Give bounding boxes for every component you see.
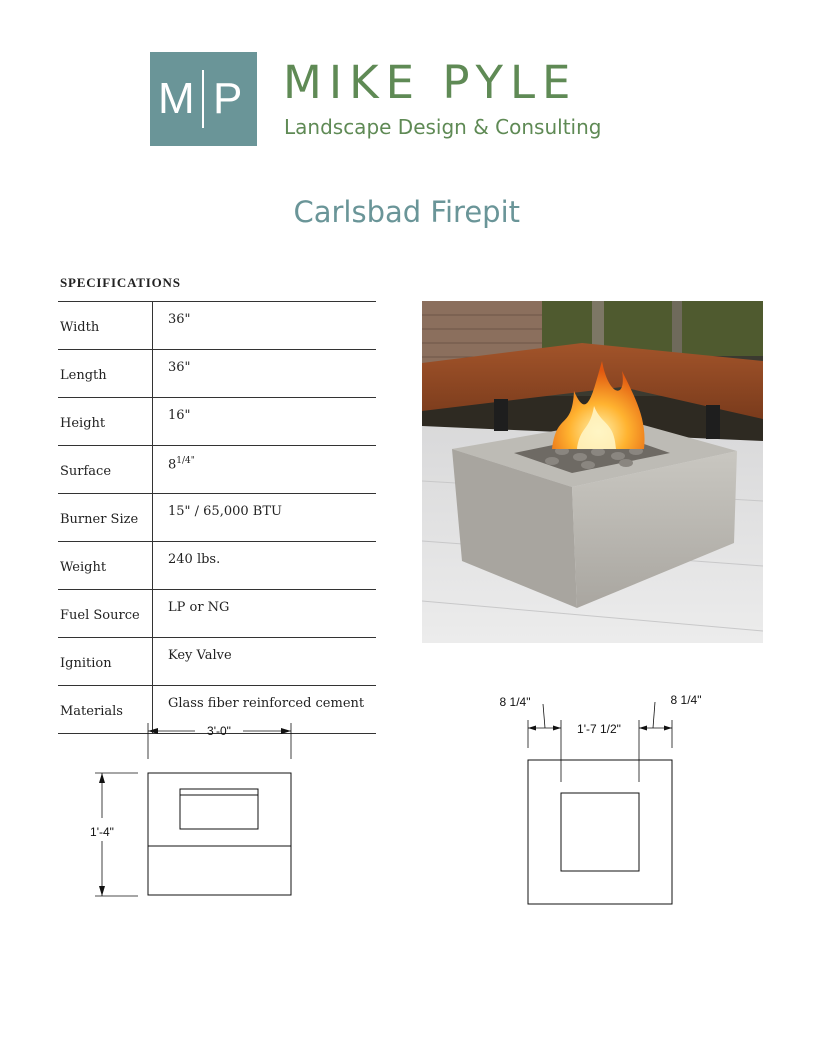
spec-row	[58, 590, 376, 638]
spec-value-text: LP or NG	[168, 600, 230, 615]
spec-value	[153, 494, 377, 542]
spec-value-text: 16"	[168, 408, 191, 423]
arrowhead	[99, 773, 105, 783]
logo-letter-p: P	[213, 74, 243, 123]
leader-line	[653, 702, 655, 728]
spec-label: Height	[58, 398, 153, 446]
arrowhead	[528, 726, 536, 731]
spec-row	[58, 446, 376, 494]
logo-monogram	[150, 52, 257, 146]
arrowhead	[639, 726, 647, 731]
page-title-wrap	[0, 195, 786, 229]
spec-value	[153, 590, 377, 638]
spec-label: Length	[58, 350, 153, 398]
spec-label: Surface	[58, 446, 153, 494]
spec-row	[58, 542, 376, 590]
arrowhead	[553, 726, 561, 731]
plan-center-label: 1'-7 1/2"	[577, 722, 621, 736]
spec-label: Weight	[58, 542, 153, 590]
arrowhead	[148, 728, 158, 734]
spec-label: Burner Size	[58, 494, 153, 542]
spec-row	[58, 398, 376, 446]
spec-value	[153, 302, 377, 350]
arrowhead	[664, 726, 672, 731]
leader-line	[543, 704, 545, 728]
spec-value-text: 15" / 65,000 BTU	[168, 504, 282, 519]
firepit-elevation-outline	[148, 773, 291, 895]
spec-value-text: Key Valve	[168, 648, 232, 663]
specifications-heading: SPECIFICATIONS	[60, 275, 181, 290]
plan-left-label: 8 1/4"	[499, 695, 531, 709]
spec-value	[153, 398, 377, 446]
spec-value-text: Glass fiber reinforced cement	[168, 696, 365, 711]
spec-value	[153, 638, 377, 686]
spec-row	[58, 302, 376, 350]
spec-value	[153, 446, 377, 494]
page-title: Carlsbad Firepit	[293, 195, 520, 229]
spec-value	[153, 542, 377, 590]
spec-value-superscript: 1/4"	[176, 456, 195, 466]
elevation-drawing	[80, 715, 310, 905]
brand-tagline: Landscape Design & Consulting	[284, 115, 602, 139]
spec-row	[58, 350, 376, 398]
spec-label: Width	[58, 302, 153, 350]
spec-value-text: 36"	[168, 312, 191, 327]
burner-plan-outline	[561, 793, 639, 871]
logo-letter-m: M	[158, 74, 195, 123]
elevation-width-label: 3'-0"	[207, 724, 231, 738]
spec-value	[153, 350, 377, 398]
brand-name: MIKE PYLE	[283, 56, 578, 109]
arrowhead	[281, 728, 291, 734]
spec-label: Ignition	[58, 638, 153, 686]
product-photo	[422, 301, 763, 643]
elevation-height-label: 1'-4"	[90, 825, 114, 839]
spec-row	[58, 638, 376, 686]
plan-drawing	[485, 690, 715, 910]
arrowhead	[99, 886, 105, 896]
spec-label: Fuel Source	[58, 590, 153, 638]
plan-right-label: 8 1/4"	[670, 693, 702, 707]
logo-divider	[202, 70, 204, 128]
spec-value-text: 8	[168, 457, 177, 473]
spec-row	[58, 494, 376, 542]
firepit-plan-outline	[528, 760, 672, 904]
spec-value-text: 36"	[168, 360, 191, 375]
spec-label: Materials	[58, 686, 153, 734]
specifications-table	[58, 301, 376, 734]
spec-value-text: 240 lbs.	[168, 552, 221, 567]
